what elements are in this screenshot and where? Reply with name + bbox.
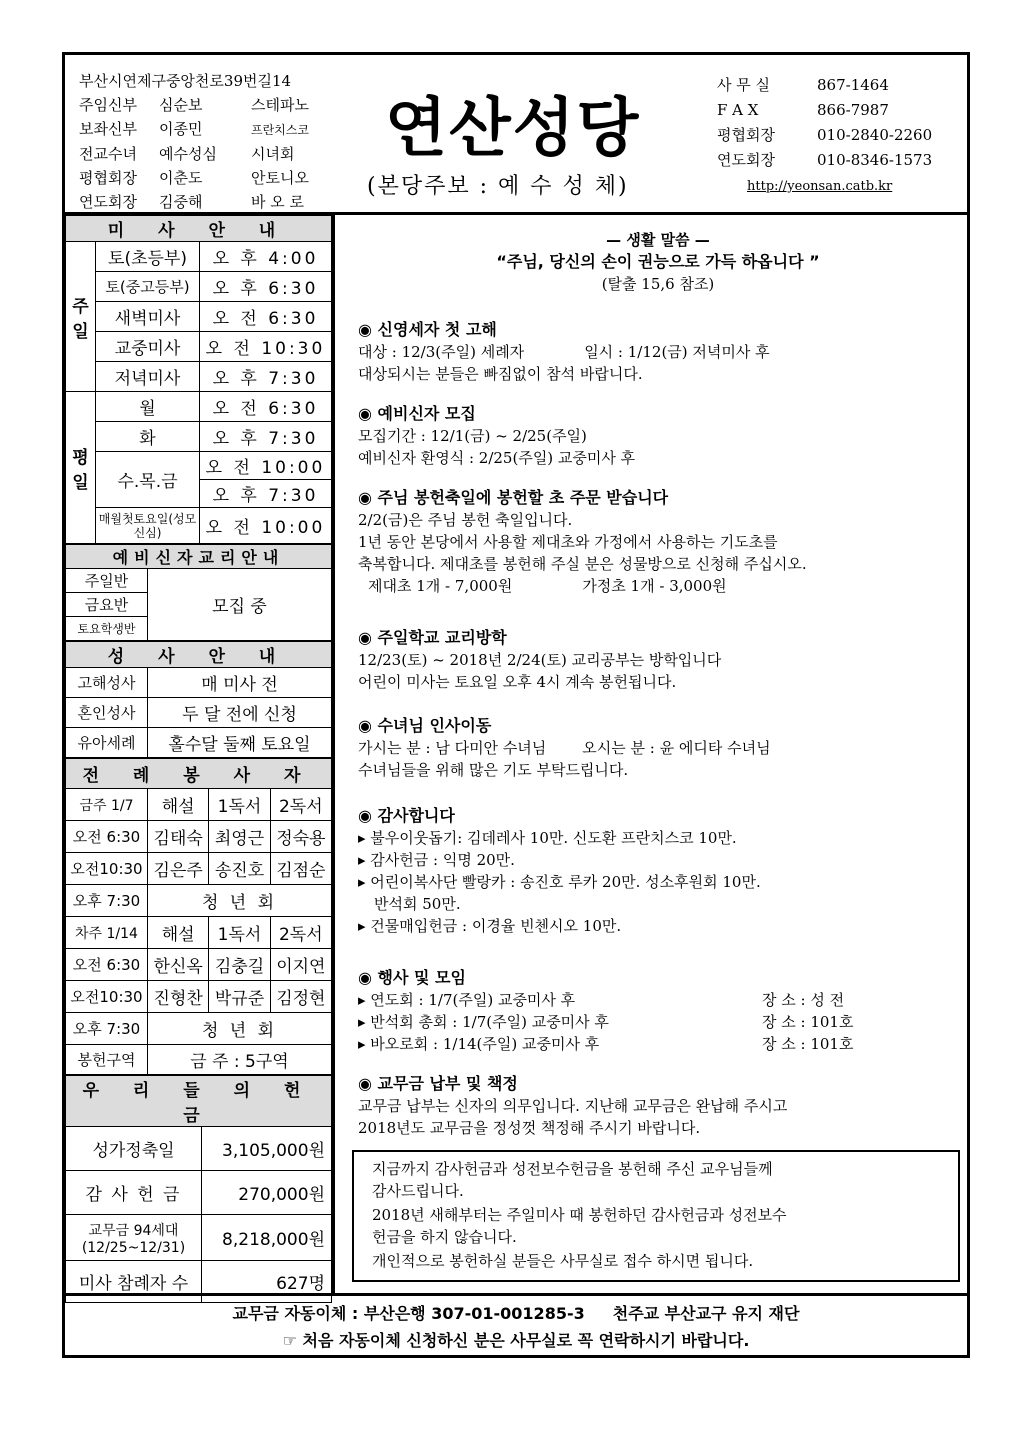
table-row: 미사 참례자 수 627명 [66, 1261, 332, 1303]
notice-dues: ◉ 교무금 납부 및 책정 교무금 납부는 신자의 의무입니다. 지난해 교무금은 완납해 주시고 2018년도 교무금을 정성껏 책정해 주시기 바랍니다. [358, 1074, 788, 1137]
catechumen-status: 모집 중 [148, 569, 332, 641]
notice-first-confession: ◉ 신영세자 첫 고해 대상 : 12/3(주일) 세례자 일시 : 1/12(금) 저녁미사 후 대상되시는 분들은 빠짐없이 참석 바랍니다. [358, 320, 770, 383]
contact-row: F A X 866-7987 [717, 101, 889, 119]
notice-sunday-school: ◉ 주일학교 교리방학 12/23(토) ~ 2018년 2/24(토) 교리공부는 방학입니다 어린이 미사는 토요일 오후 4시 계속 봉헌됩니다. [358, 628, 722, 691]
contact-row: 연도회장 010-8346-1573 [717, 151, 933, 169]
parish-staff-info [79, 69, 309, 214]
offerings-table [65, 1075, 332, 1303]
table-row: 오전10:30 김은주 송진호 김점순 [66, 853, 332, 885]
catechumen-title: 예비신자교리안내 [66, 545, 332, 569]
bulletin-frame [62, 52, 970, 1358]
notice-events: ◉ 행사 및 모임 ▸ 연도회 : 1/7(주일) 교중미사 후 장 소 : 성 전 ▸ 반석회 총회 : 1/7(주일) 교중미사 후 장 소 : 101호 ▸ 바오로회 : 1/14(주일) 교중미사 후 장 소 : 101호 [358, 967, 958, 1055]
contact-row: 사 무 실 867-1464 [717, 76, 889, 94]
offering-change-notice-box: 지금까지 감사헌금과 성전보수헌금을 봉헌해 주신 교우님들께 감사드립니다. 2018년 새해부터는 주일미사 때 봉헌하던 감사헌금과 성전보수 헌금을 하지 않습니다. 개인적으로 봉헌하실 분들은 사무실로 접수 하시면 됩니다. [352, 1150, 960, 1282]
left-column [65, 215, 335, 1293]
table-row: 오전10:30 진형찬 박규준 김정현 [66, 981, 332, 1013]
table-row: 성가정축일 3,105,000원 [66, 1127, 332, 1171]
notice-catechumen: ◉ 예비신자 모집 모집기간 : 12/1(금) ~ 2/25(주일) 예비신자 환영식 : 2/25(주일) 교중미사 후 [358, 404, 636, 467]
table-row: 감 사 헌 금 270,000원 [66, 1171, 332, 1215]
sacrament-table: 성 사 안 내 고해성사 매 미사 전 혼인성사 두 달 전에 신청 유아세례 홀수달 둘째 토요일 [65, 641, 332, 758]
bulletin-subtitle: (본당주보 : 예 수 성 체) [367, 174, 629, 199]
catechumen-table: 예비신자교리안내 주일반 모집 중 금요반 토요학생반 [65, 544, 332, 641]
staff-row: 보좌신부 이종민 프란치스코 [79, 120, 309, 138]
table-row: 금주 1/7 해설 1독서 2독서 [66, 789, 332, 821]
staff-row: 연도회장 김중해 바 오 로 [79, 193, 305, 211]
word-quote: “주님, 당신의 손이 권능으로 가득 하옵니다 ” [496, 252, 820, 271]
parish-website-link[interactable]: http://yeonsan.catb.kr [747, 179, 893, 194]
table-row: 오전 6:30 한신옥 김충길 이지연 [66, 949, 332, 981]
bulletin-footer [65, 1293, 967, 1355]
notice-sisters: ◉ 수녀님 인사이동 가시는 분 : 남 다미안 수녀님 오시는 분 : 윤 에디타 수녀님 수녀님들을 위해 많은 기도 부탁드립니다. [358, 716, 771, 779]
table-row: 오후 7:30 청 년 회 [66, 885, 332, 917]
liturgy-servers-table [65, 758, 332, 1075]
notice-candles: ◉ 주님 봉헌축일에 봉헌할 초 주문 받습니다 2/2(금)은 주님 봉헌 축일입니다. 1년 동안 본당에서 사용할 제대초와 가정에서 사용하는 기도초를 축복합니다. 제대초를 봉헌해 주실 분은 성물방으로 신청해 주십시오. 제대초 1개 - 7,000원 가정초 1개 - 3,000원 [358, 488, 807, 595]
staff-row: 평협회장 이춘도 안토니오 [79, 169, 309, 187]
mass-schedule-title: 미 사 안 내 [66, 216, 332, 242]
auto-transfer-contact-note: ☞ 처음 자동이체 신청하신 분은 사무실로 꼭 연락하시기 바랍니다. [282, 1331, 750, 1350]
contact-row: 평협회장 010-2840-2260 [717, 126, 933, 144]
table-row: 교무금 94세대 (12/25~12/31) 8,218,000원 [66, 1215, 332, 1261]
contact-info [717, 73, 932, 199]
word-title: — 생활 말씀 — [606, 231, 710, 249]
mass-schedule-table: 미 사 안 내 주 일 토(초등부) 오 후 4:00 토(중고등부) 오 후 6:30 새벽미사 오 전 6:30 교중미사 오 전 10:30 저녁미사 오 후 7:30 평 일 월 오 전 6:30 화 오 후 7:30 수.목.금 오 전 10:00 오 후 7:30 매월첫토요일(성모신심) 오 전 10:00 [65, 215, 332, 544]
auto-transfer-info: 교무금 자동이체 : 부산은행 307-01-001285-3 천주교 부산교구 유지 재단 [232, 1304, 800, 1323]
weekday-label: 평 일 [66, 392, 96, 544]
list-item: ▸ 반석회 총회 : 1/7(주일) 교중미사 후 장 소 : 101호 [358, 1013, 854, 1031]
offerings-title: 우 리 들 의 헌 금 [66, 1076, 332, 1127]
sacrament-title: 성 사 안 내 [66, 642, 332, 668]
sunday-label: 주 일 [66, 242, 96, 392]
table-row: 오후 7:30 청 년 회 [66, 1013, 332, 1045]
table-row: 차주 1/14 해설 1독서 2독서 [66, 917, 332, 949]
staff-row: 주임신부 심순보 스테파노 [79, 96, 309, 114]
servers-title: 전 례 봉 사 자 [66, 759, 332, 789]
word-of-life [358, 229, 958, 295]
list-item: ▸ 바오로회 : 1/14(주일) 교중미사 후 장 소 : 101호 [358, 1035, 854, 1053]
staff-row: 전교수녀 예수성심 시녀회 [79, 145, 295, 163]
table-row: 오전 6:30 김태숙 최영근 정숙용 [66, 821, 332, 853]
right-column [338, 215, 967, 1293]
parish-title: 연산성당 [385, 92, 641, 166]
table-row: 봉헌구역 금 주 : 5구역 [66, 1045, 332, 1075]
notice-thanks: ◉ 감사합니다 ▸ 불우이웃돕기: 김데레사 10만. 신도환 프란치스코 10만. ▸ 감사헌금 : 익명 20만. ▸ 어린이복사단 빨랑카 : 송진호 루카 20만. 성소후원회 10만. 반석회 50만. ▸ 건물매입헌금 : 이경율 빈첸시오 10만. [358, 806, 761, 935]
list-item: ▸ 연도회 : 1/7(주일) 교중미사 후 장 소 : 성 전 [358, 991, 845, 1009]
parish-address: 부산시연제구중앙천로39번길14 [79, 72, 292, 90]
word-reference: (탈출 15,6 참조) [601, 275, 715, 293]
bulletin-header [65, 55, 967, 215]
